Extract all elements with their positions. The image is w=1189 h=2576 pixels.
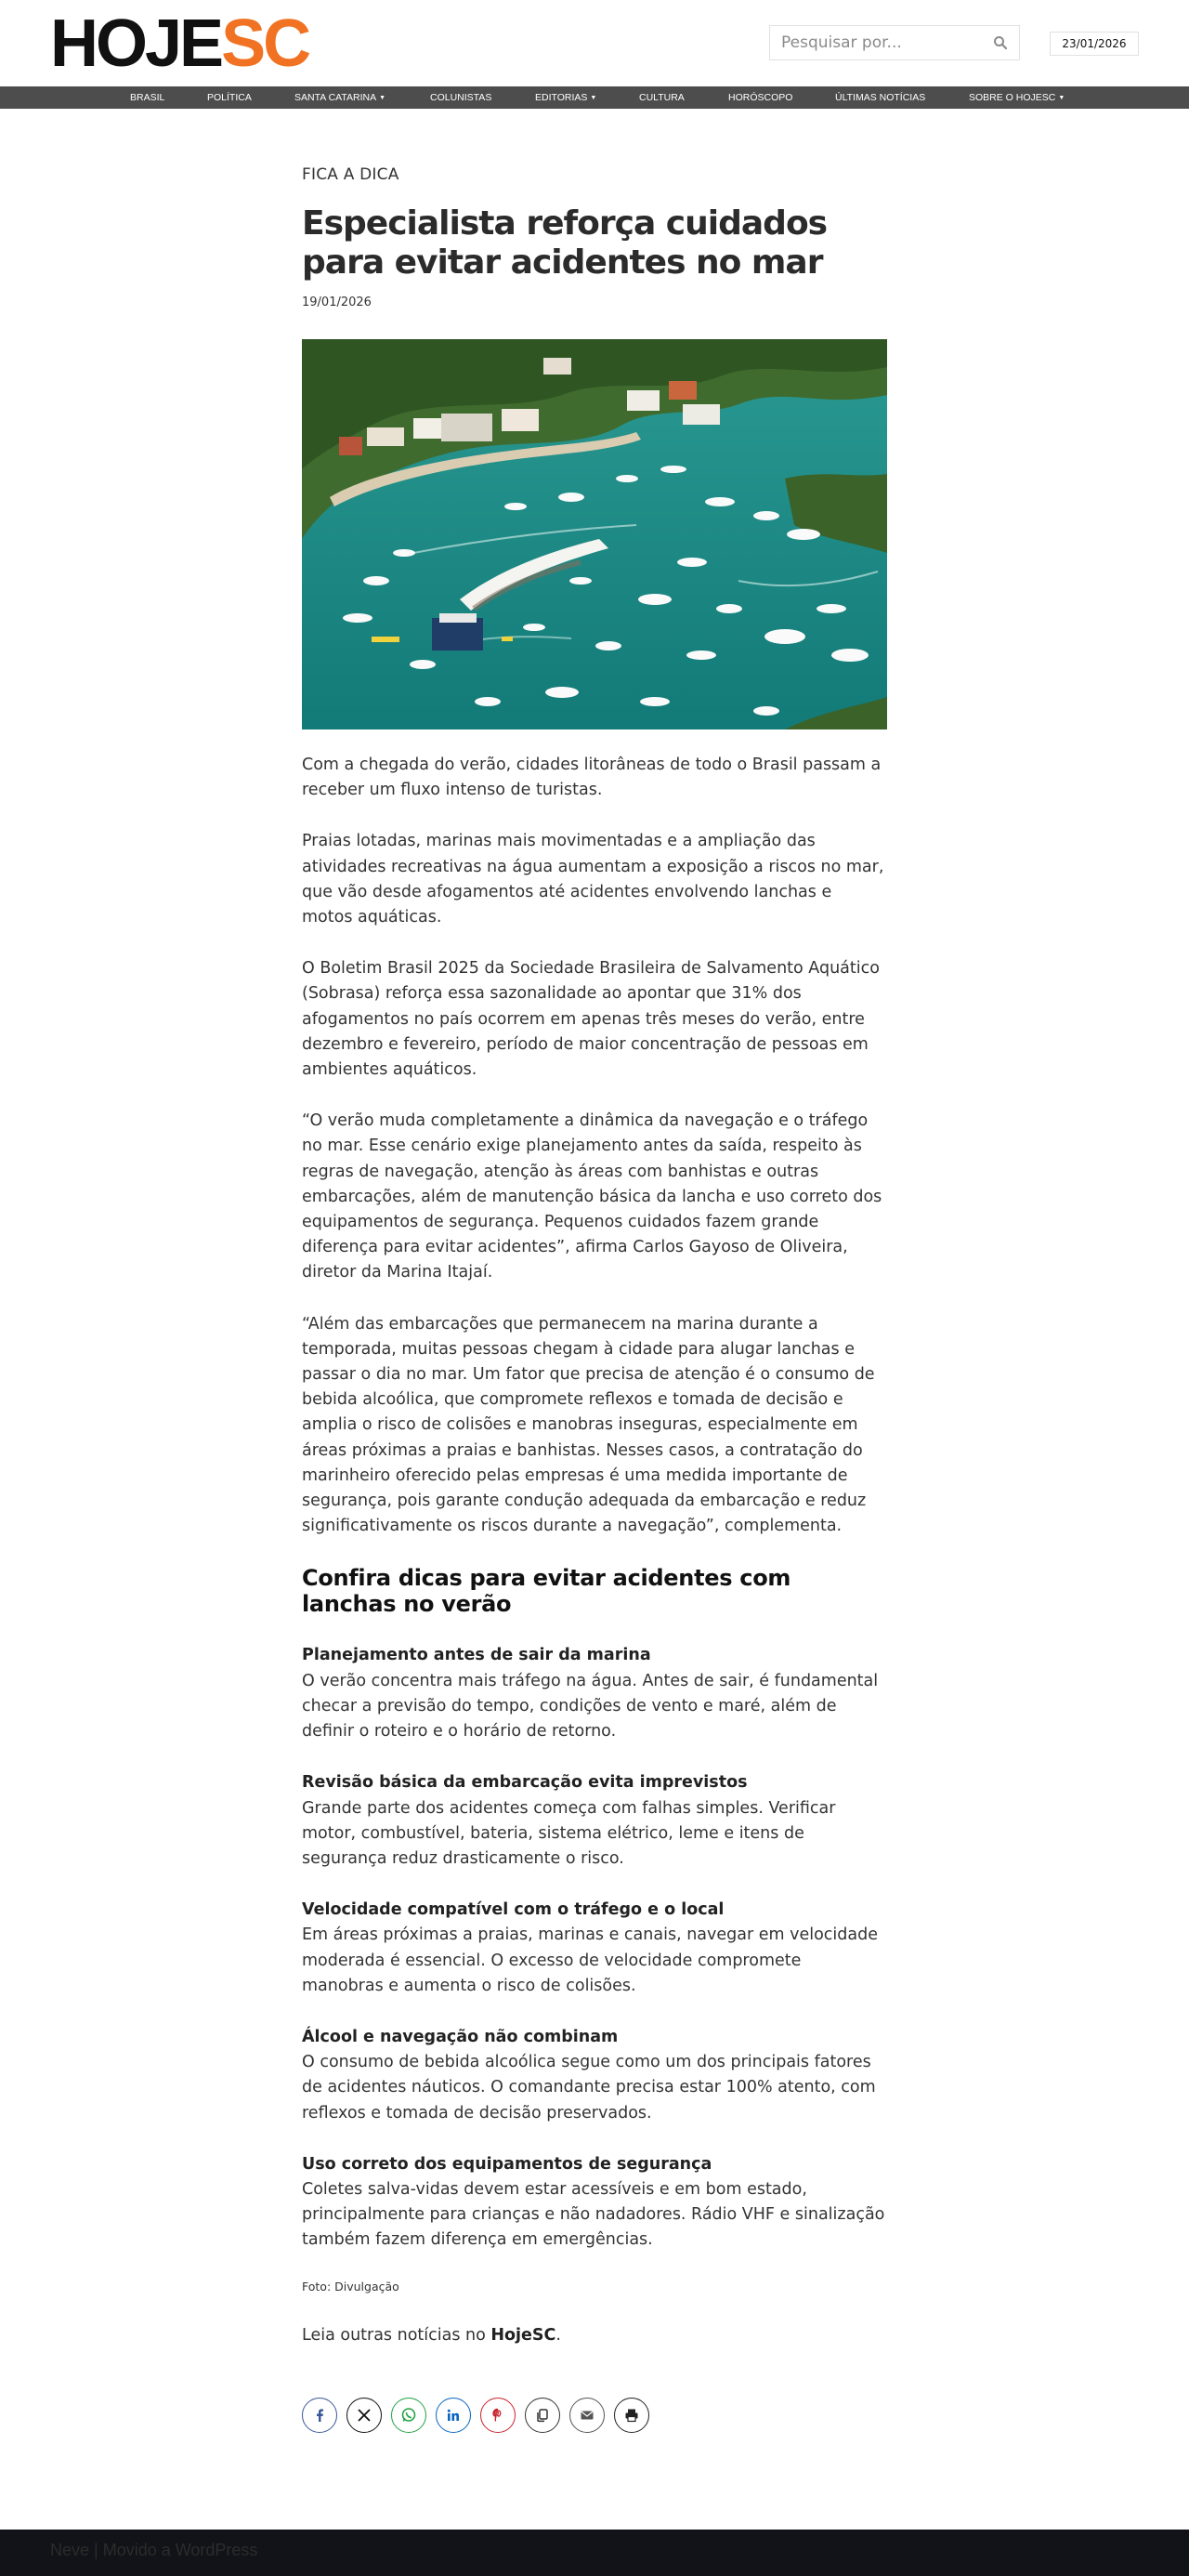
nav-item-editorias[interactable] [535,86,596,109]
nav-item-label: SOBRE O HOJESC [969,92,1056,103]
tip-text: Em áreas próximas a praias, marinas e canais, navegar em velocidade moderada é essencial. O excesso de velocidade compromete manobras e aumenta o risco de colisões. [302,1925,878,1995]
whatsapp-icon [400,2407,417,2424]
nav-item-label: ÚLTIMAS NOTÍCIAS [835,92,926,103]
nav-item-label: SANTA CATARINA [294,92,377,103]
article-featured-image [302,339,887,729]
read-more-line [302,2323,887,2348]
tip-text: Coletes salva-vidas devem estar acessíveis e em bom estado, principalmente para crianças e não nadadores. Rádio VHF e sinalização também fazem diferença em emergências. [302,2179,885,2250]
nav-item-label: HORÓSCOPO [728,92,793,103]
tip-item [302,1898,887,1999]
nav-item-santa-catarina[interactable] [294,86,385,109]
search-box[interactable] [769,25,1020,60]
share-whatsapp-button[interactable] [391,2398,426,2433]
nav-item-label: COLUNISTAS [430,92,492,103]
article-date: 19/01/2026 [302,296,372,309]
chevron-down-icon: ▼ [590,95,597,101]
tip-item [302,1643,887,1744]
footer-credits[interactable]: Neve | Movido a WordPress [50,2541,258,2559]
tip-title: Planejamento antes de sair da marina [302,1646,651,1665]
article-subheading: Confira dicas para evitar acidentes com lanchas no verão [302,1565,791,1618]
share-copy-button[interactable] [525,2398,560,2433]
logo-text-hoje: HOJE [50,7,222,81]
nav-item-label: POLÍTICA [207,92,252,103]
article-paragraph: O Boletim Brasil 2025 da Sociedade Brasileira de Salvamento Aquático (Sobrasa) reforça essa sazonalidade ao apontar que 31% dos afogamentos no país ocorrem em apenas três meses do verão, entre dezembro e fevereiro, período de maior concentração de pessoas em ambientes aquáticos. [302,959,880,1080]
article-body [302,753,887,2348]
linkedin-icon [446,2408,461,2423]
tip-title: Velocidade compatível com o tráfego e o local [302,1900,725,1920]
main-navigation [0,86,1189,109]
nav-item-sobre[interactable] [969,86,1065,109]
search-input[interactable]: Pesquisar por... [781,33,902,52]
site-logo[interactable] [50,7,309,81]
share-pinterest-button[interactable] [480,2398,516,2433]
tip-text: O verão concentra mais tráfego na água. Antes de sair, é fundamental checar a previsão do tempo, condições de vento e maré, além de definir o roteiro e o horário de retorno. [302,1671,879,1741]
facebook-icon [312,2408,327,2423]
tip-item [302,2152,887,2254]
nav-item-colunistas[interactable] [430,86,491,109]
article-title: Especialista reforça cuidados para evitar acidentes no mar [302,204,828,282]
tip-item [302,2025,887,2126]
logo-text-sc: SC [221,7,309,81]
current-date: 23/01/2026 [1050,32,1139,56]
site-header [0,0,1189,86]
nav-item-label: BRASIL [130,92,165,103]
chevron-down-icon: ▼ [1058,95,1065,101]
nav-item-politica[interactable] [207,86,252,109]
article-category[interactable]: FICA A DICA [302,165,399,184]
chevron-down-icon: ▼ [379,95,386,101]
article-header [302,165,887,309]
tip-text: Grande parte dos acidentes começa com falhas simples. Verificar motor, combustível, bateria, sistema elétrico, leme e itens de segurança reduz drasticamente o risco. [302,1798,836,1868]
print-icon [624,2408,639,2423]
nav-item-horoscopo[interactable] [728,86,792,109]
nav-item-label: CULTURA [639,92,685,103]
article-paragraph: Praias lotadas, marinas mais movimentadas e a ampliação das atividades recreativas na água aumentam a exposição a riscos no mar, que vão desde afogamentos até acidentes envolvendo lanchas e motos aquáticas. [302,832,884,927]
nav-item-label: EDITORIAS [535,92,588,103]
nav-item-brasil[interactable] [130,86,164,109]
share-buttons [302,2398,649,2433]
article-paragraph: “O verão muda completamente a dinâmica da navegação e o tráfego no mar. Esse cenário exige planejamento antes da saída, respeito às regras de navegação, atenção às áreas com banhistas e outras embarcações, além de manutenção básica da lancha e uso correto dos equipamentos de segurança. Pequenos cuidados fazem grande diferença para evitar acidentes”, afirma Carlos Gayoso de Oliveira, diretor da Marina Itajaí. [302,1111,882,1282]
share-x-button[interactable] [346,2398,382,2433]
tip-title: Álcool e navegação não combinam [302,2027,619,2046]
copy-icon [535,2408,550,2423]
tip-title: Uso correto dos equipamentos de segurança [302,2154,712,2174]
nav-item-cultura[interactable] [639,86,685,109]
photo-credit: Foto: Divulgação [302,2279,399,2293]
pinterest-icon [490,2408,505,2423]
tip-text: O consumo de bebida alcoólica segue como um dos principais fatores de acidentes náuticos. O comandante precisa estar 100% atento, com reflexos e tomada de decisão preservados. [302,2053,876,2123]
share-facebook-button[interactable] [302,2398,337,2433]
tip-title: Revisão básica da embarcação evita imprevistos [302,1773,748,1793]
x-icon [357,2408,372,2423]
article-paragraph: Com a chegada do verão, cidades litorâneas de todo o Brasil passam a receber um fluxo intenso de turistas. [302,756,882,800]
share-linkedin-button[interactable] [436,2398,471,2433]
site-footer [0,2530,1189,2576]
read-more-link[interactable]: HojeSC [490,2325,556,2345]
article-paragraph: “Além das embarcações que permanecem na marina durante a temporada, muitas pessoas chegam à cidade para alugar lanchas e passar o dia no mar. Um fator que precisa de atenção é o consumo de bebida alcoólica, que compromete reflexos e tomada de decisão e amplia o risco de colisões e manobras inseguras, especialmente em áreas próximas a praias e banhistas. Nesses casos, a contratação do marinheiro oferecido pelas empresas é uma medida importante de segurança, pois garante condução adequada da embarcação e reduz significativamente os riscos durante a navegação”, complementa. [302,1314,875,1536]
nav-item-ultimas-noticias[interactable] [835,86,925,109]
read-more-suffix: . [555,2325,561,2345]
tip-item [302,1770,887,1872]
share-print-button[interactable] [614,2398,649,2433]
search-icon[interactable] [993,35,1008,50]
email-icon [580,2408,594,2423]
read-more-prefix: Leia outras notícias no [302,2325,491,2345]
share-email-button[interactable] [569,2398,605,2433]
